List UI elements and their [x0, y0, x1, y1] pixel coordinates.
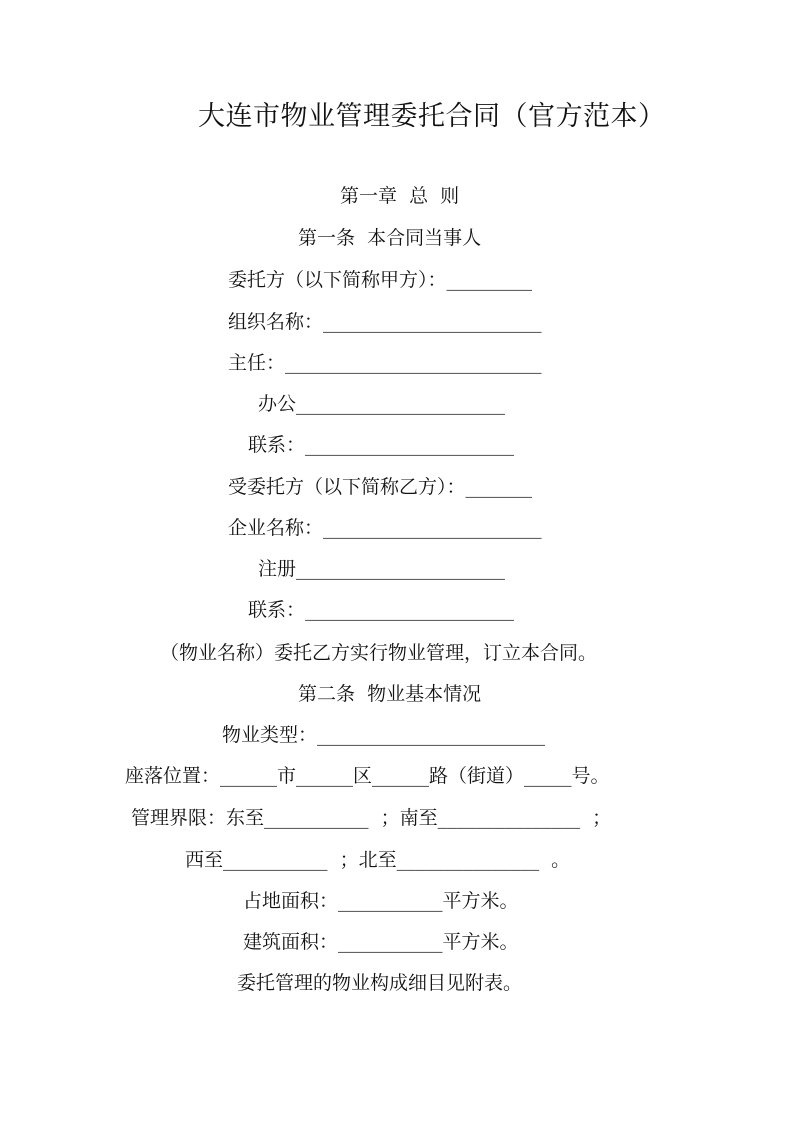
location-line: 座落位置：______市______区______路（街道）_____号。 — [125, 765, 610, 787]
boundary-line-west-north: 西至___________ ；北至_______________ 。 — [185, 849, 571, 871]
property-type-line: 物业类型：________________________ — [222, 724, 546, 746]
director-line: 主任：___________________________ — [228, 352, 542, 374]
article-1-heading: 第一条 本合同当事人 — [298, 227, 482, 249]
appendix-note-line: 委托管理的物业构成细目见附表。 — [237, 972, 523, 994]
office-line-a: 办公______________________ — [258, 393, 506, 415]
contact-line-a: 联系：______________________ — [248, 434, 515, 456]
registration-line: 注册______________________ — [258, 558, 506, 580]
chapter-heading: 第一章 总 则 — [340, 185, 460, 207]
company-name-line: 企业名称：_______________________ — [228, 517, 542, 539]
party-a-line: 委托方（以下简称甲方）：_________ — [228, 269, 533, 291]
document-title: 大连市物业管理委托合同（官方范本） — [198, 101, 666, 132]
article-2-heading: 第二条 物业基本情况 — [298, 683, 482, 705]
organization-name-line: 组织名称：_______________________ — [228, 311, 542, 333]
contact-line-b: 联系：______________________ — [248, 599, 515, 621]
land-area-line: 占地面积：___________平方米。 — [243, 890, 519, 912]
entrustment-sentence: （物业名称）委托乙方实行物业管理，订立本合同。 — [160, 642, 598, 664]
boundary-line-east-south: 管理界限：东至___________ ；南至_______________ ； — [131, 807, 612, 829]
building-area-line: 建筑面积：___________平方米。 — [243, 931, 519, 953]
party-b-line: 受委托方（以下简称乙方）：_______ — [228, 476, 533, 498]
